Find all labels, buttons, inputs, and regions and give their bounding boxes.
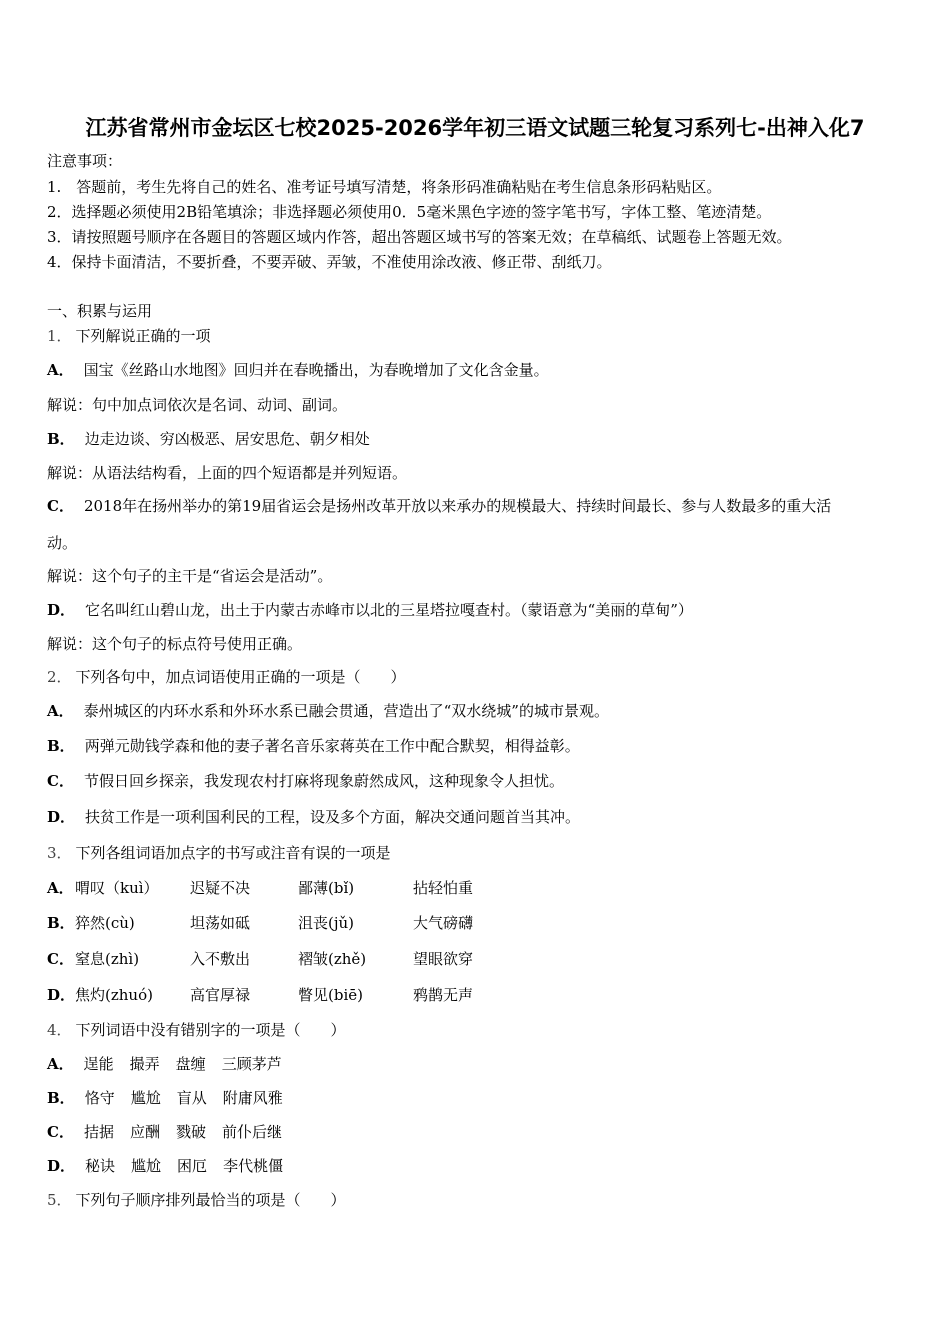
option-text: 泰州城区的内环水系和外环水系已融会贯通，营造出了“双水绕城”的城市景观。 bbox=[83, 702, 609, 720]
option-label: D． bbox=[47, 1157, 76, 1175]
word: 瞥见(biē) bbox=[298, 986, 363, 1004]
option-a bbox=[47, 360, 549, 380]
option-label: D． bbox=[47, 986, 76, 1004]
word: 窒息(zhì) bbox=[75, 950, 140, 968]
option-label: A． bbox=[47, 702, 74, 720]
option-label: C． bbox=[47, 497, 74, 515]
question-number: 1． bbox=[47, 327, 72, 345]
option-label: A． bbox=[47, 1055, 74, 1073]
question-2-stem bbox=[47, 667, 406, 687]
option-label: C． bbox=[47, 1123, 74, 1141]
word: 迟疑不决 bbox=[190, 879, 251, 897]
section-heading: 一、积累与运用 bbox=[47, 302, 153, 320]
page-title: 江苏省常州市金坛区七校2025-2026学年初三语文试题三轮复习系列七-出神入化7 bbox=[85, 116, 865, 140]
word: 盘缠 bbox=[175, 1055, 206, 1073]
word: 戮破 bbox=[175, 1123, 206, 1141]
option-label: B． bbox=[47, 737, 75, 755]
word: 恪守 bbox=[84, 1089, 115, 1107]
option-d bbox=[47, 807, 580, 827]
question-4-stem bbox=[47, 1020, 346, 1040]
question-number: 2． bbox=[47, 668, 72, 686]
question-5-stem bbox=[47, 1190, 346, 1210]
option-text: 两弹元勋钱学森和他的妻子著名音乐家蒋英在工作中配合默契，相得益彰。 bbox=[84, 737, 580, 755]
question-text: 下列句子顺序排列最恰当的项是（ ） bbox=[75, 1191, 346, 1209]
option-c-continued: 动。 bbox=[47, 534, 78, 552]
word: 应酬 bbox=[129, 1123, 160, 1141]
question-text: 下列词语中没有错别字的一项是（ ） bbox=[75, 1021, 346, 1039]
option-label: C． bbox=[47, 772, 74, 790]
option-text: 国宝《丝路山水地图》回归并在春晚播出，为春晚增加了文化含金量。 bbox=[83, 361, 549, 379]
option-note: 解说：这个句子的主干是“省运会是活动”。 bbox=[47, 567, 333, 585]
question-text: 下列解说正确的一项 bbox=[75, 327, 211, 345]
option-b bbox=[47, 429, 370, 449]
word: 秘诀 bbox=[85, 1157, 116, 1175]
word: 附庸风雅 bbox=[222, 1089, 283, 1107]
notice-item: 2．选择题必须使用2B铅笔填涂；非选择题必须使用0．5毫米黑色字迹的签字笔书写，字体工整、笔迹清楚。 bbox=[47, 203, 772, 221]
word: 望眼欲穿 bbox=[413, 950, 474, 968]
word: 高官厚禄 bbox=[190, 986, 251, 1004]
word: 逞能 bbox=[83, 1055, 114, 1073]
word: 坦荡如砥 bbox=[190, 914, 251, 932]
option-b bbox=[47, 736, 580, 756]
notice-heading: 注意事项： bbox=[47, 152, 123, 170]
option-label: B． bbox=[47, 1089, 75, 1107]
notice-item: 1. 答题前，考生先将自己的姓名、准考证号填写清楚，将条形码准确粘贴在考生信息条形码粘贴区。 bbox=[47, 178, 722, 196]
option-c bbox=[47, 771, 564, 791]
word: 三顾茅芦 bbox=[221, 1055, 282, 1073]
option-d bbox=[47, 600, 693, 620]
word: 尴尬 bbox=[130, 1089, 161, 1107]
option-label: A． bbox=[47, 361, 74, 379]
word: 猝然(cù) bbox=[75, 914, 135, 932]
word: 沮丧(jǔ) bbox=[298, 914, 355, 932]
option-c bbox=[47, 496, 831, 516]
option-label: C． bbox=[47, 950, 74, 968]
word: 大气磅礴 bbox=[413, 914, 474, 932]
option-text: 节假日回乡探亲，我发现农村打麻将现象蔚然成风，这种现象令人担忧。 bbox=[83, 772, 564, 790]
option-note: 解说：从语法结构看，上面的四个短语都是并列短语。 bbox=[47, 464, 408, 482]
notice-item: 4．保持卡面清洁，不要折叠，不要弄破、弄皱，不准使用涂改液、修正带、刮纸刀。 bbox=[47, 253, 612, 271]
option-a bbox=[47, 1054, 298, 1074]
word: 拈轻怕重 bbox=[413, 879, 474, 897]
question-number: 4． bbox=[47, 1021, 72, 1039]
word: 入不敷出 bbox=[190, 950, 251, 968]
word: 鸦鹊无声 bbox=[413, 986, 474, 1004]
notice-item: 3．请按照题号顺序在各题目的答题区域内作答，超出答题区域书写的答案无效；在草稿纸、试题卷上答题无效。 bbox=[47, 228, 792, 246]
option-b bbox=[47, 1088, 299, 1108]
option-note: 解说：这个句子的标点符号使用正确。 bbox=[47, 635, 303, 653]
option-d bbox=[47, 1156, 299, 1176]
word: 盲从 bbox=[176, 1089, 207, 1107]
question-number: 5． bbox=[47, 1191, 72, 1209]
question-text: 下列各句中，加点词语使用正确的一项是（ ） bbox=[75, 668, 406, 686]
option-text: 2018年在扬州举办的第19届省运会是扬州改革开放以来承办的规模最大、持续时间最长、参与人数最多的重大活 bbox=[83, 497, 832, 515]
word: 褶皱(zhě) bbox=[298, 950, 367, 968]
option-label: D． bbox=[47, 601, 76, 619]
question-1-stem bbox=[47, 326, 211, 346]
option-c bbox=[47, 1122, 298, 1142]
option-a bbox=[47, 701, 609, 721]
word: 撮弄 bbox=[129, 1055, 160, 1073]
option-text: 边走边谈、穷凶极恶、居安思危、朝夕相处 bbox=[84, 430, 370, 448]
word: 喟叹（kuì） bbox=[75, 879, 159, 897]
word: 前仆后继 bbox=[222, 1123, 283, 1141]
option-label: B． bbox=[47, 430, 75, 448]
word: 焦灼(zhuó) bbox=[75, 986, 153, 1004]
word: 李代桃僵 bbox=[223, 1157, 284, 1175]
option-label: A． bbox=[47, 879, 74, 897]
question-number: 3． bbox=[47, 844, 72, 862]
word: 困厄 bbox=[177, 1157, 208, 1175]
question-3-stem bbox=[47, 843, 391, 863]
word: 尴尬 bbox=[131, 1157, 162, 1175]
question-text: 下列各组词语加点字的书写或注音有误的一项是 bbox=[75, 844, 391, 862]
word: 拮据 bbox=[83, 1123, 114, 1141]
option-note: 解说：句中加点词依次是名词、动词、副词。 bbox=[47, 396, 348, 414]
option-label: D． bbox=[47, 808, 76, 826]
option-label: B． bbox=[47, 914, 75, 932]
option-text: 它名叫红山碧山龙，出土于内蒙古赤峰市以北的三星塔拉嘎查村。（蒙语意为“美丽的草甸”） bbox=[85, 601, 693, 619]
option-text: 扶贫工作是一项利国利民的工程，设及多个方面，解决交通问题首当其冲。 bbox=[85, 808, 581, 826]
word: 鄙薄(bǐ) bbox=[298, 879, 355, 897]
